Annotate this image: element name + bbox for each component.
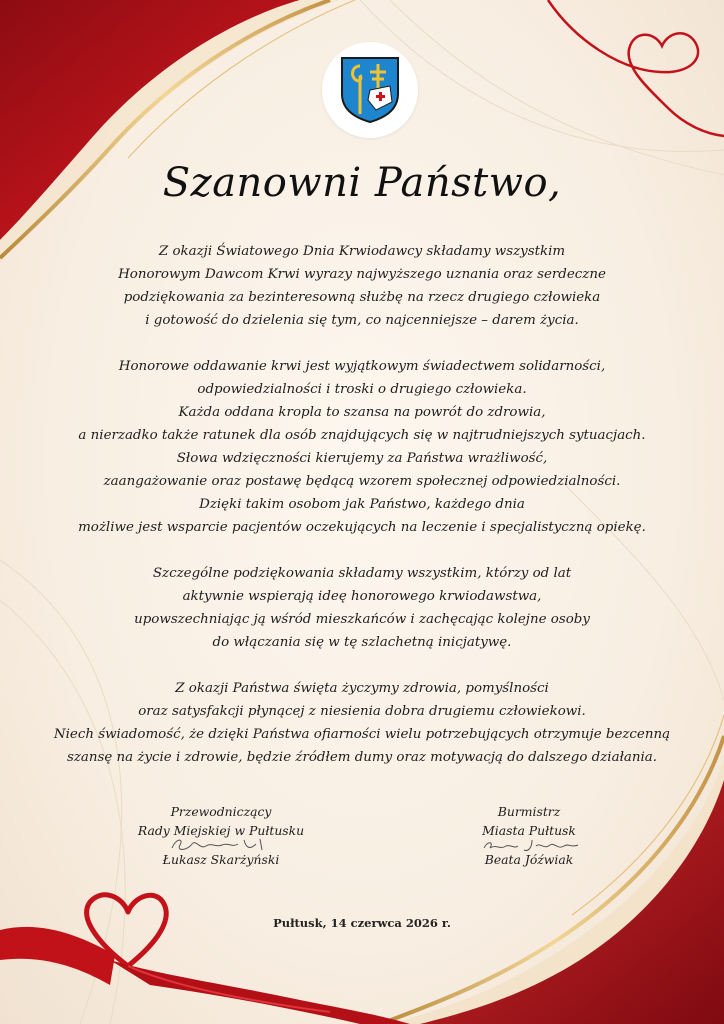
text-line: Dzięki takim osobom jak Państwo, każdego dnia	[199, 497, 525, 512]
signature-block-chairman	[101, 802, 341, 869]
text-line: aktywnie wspierają ideę honorowego krwiodawstwa,	[182, 589, 542, 604]
greeting-headline: Szanowni Państwo,	[162, 160, 562, 206]
place-and-date: Pułtusk, 14 czerwca 2026 r.	[273, 916, 451, 930]
text-line: Honorowe oddawanie krwi jest wyjątkowym świadectwem solidarności,	[118, 359, 606, 374]
text-line: Każda oddana kropla to szansa na powrót do zdrowia,	[178, 405, 546, 420]
text-line: zaangażowanie oraz postawę będącą wzorem społecznej odpowiedzialności.	[103, 474, 621, 489]
text-line: podziękowania za bezinteresowną służbę na rzecz drugiego człowieka	[123, 290, 601, 305]
paragraph-1	[20, 240, 704, 332]
text-line: odpowiedzialności i troski o drugiego człowieka.	[197, 382, 527, 397]
text-line: Niech świadomość, że dzięki Państwa ofiarności wielu potrzebujących otrzymuje bezcenną	[53, 727, 671, 742]
signer-title: Rady Miejskiej w Pułtusku	[137, 823, 305, 838]
signer-title: Przewodniczący	[170, 804, 272, 819]
text-line: Z okazji Państwa święta życzymy zdrowia, pomyślności	[175, 681, 549, 696]
text-line: Słowa wdzięczności kierujemy za Państwa wrażliwość,	[176, 451, 548, 466]
crest-badge	[322, 42, 418, 138]
signer-name: Beata Jóźwiak	[484, 852, 574, 867]
text-line: a nierzadko także ratunek dla osób znajdujących się w najtrudniejszych sytuacjach.	[78, 428, 646, 443]
text-line: upowszechniając ją wśród mieszkańców i zachęcając kolejne osoby	[134, 612, 590, 627]
text-line: szansę na życie i zdrowie, będzie źródłem dumy oraz motywacją do dalszego działania.	[66, 750, 658, 765]
bottom-left-ribbon-heart-icon	[0, 895, 410, 1024]
text-line: i gotowość do dzielenia się tym, co najcenniejsze – darem życia.	[145, 313, 579, 328]
text-line: Z okazji Światowego Dnia Krwiodawcy składamy wszystkim	[158, 244, 566, 259]
text-line: Honorowym Dawcom Krwi wyrazy najwyższego uznania oraz serdeczne	[118, 267, 606, 282]
text-line: możliwe jest wsparcie pacjentów oczekujących na leczenie i specjalistyczną opiekę.	[78, 520, 646, 535]
top-right-ribbon-heart-icon	[548, 0, 724, 136]
text-line: do włączania się w tę szlachetną inicjatywę.	[212, 635, 512, 650]
text-line: oraz satysfakcji płynącej z niesienia dobra drugiemu człowiekowi.	[138, 704, 586, 719]
text-line: Szczególne podziękowania składamy wszystkim, którzy od lat	[152, 566, 572, 581]
letter-body	[20, 240, 704, 792]
signer-name: Łukasz Skarżyński	[162, 852, 280, 867]
signer-title: Miasta Pułtusk	[482, 823, 576, 838]
paragraph-3	[20, 562, 704, 654]
signature-block-mayor	[409, 802, 649, 869]
signer-title: Burmistrz	[497, 804, 561, 819]
top-left-red-corner	[0, 0, 355, 262]
pultusk-coat-of-arms-icon	[340, 56, 400, 124]
paragraph-4	[20, 677, 704, 769]
paragraph-2	[20, 355, 704, 539]
